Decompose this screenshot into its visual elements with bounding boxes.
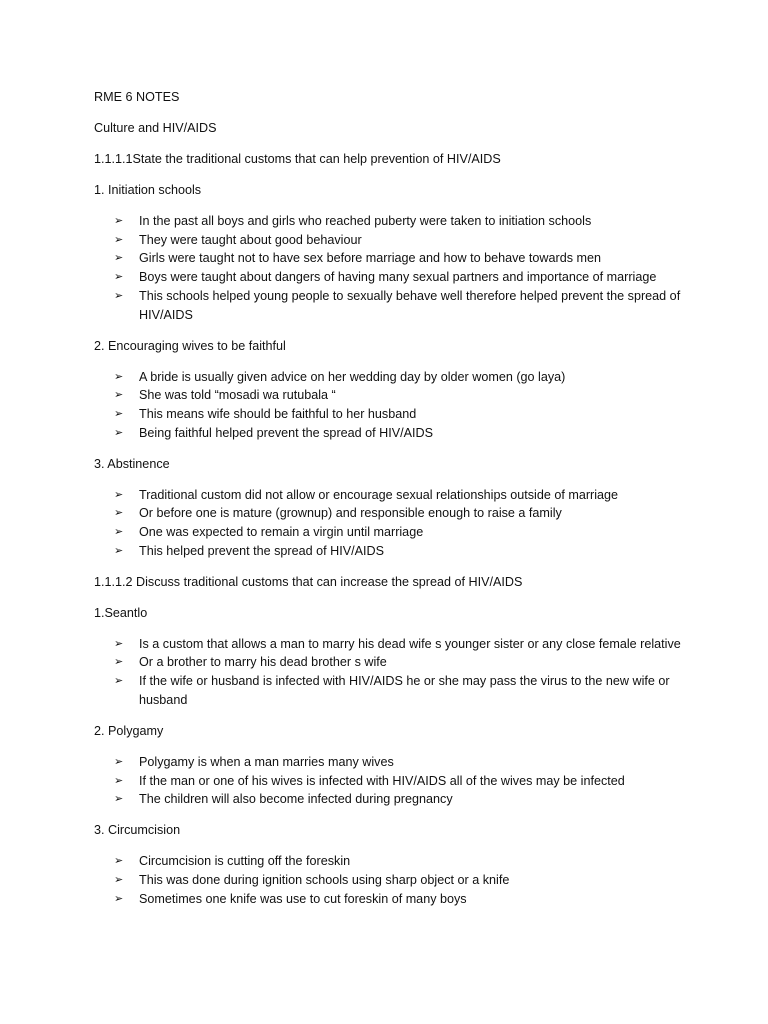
topic-heading-polygamy: 2. Polygamy xyxy=(94,723,164,738)
list-item: ➢ She was told “mosadi wa rutubala “ xyxy=(94,386,699,405)
bullet-list-faithful-wives xyxy=(94,368,714,443)
list-item: ➢ Sometimes one knife was use to cut foreskin of many boys xyxy=(94,890,699,909)
arrowhead-bullet-icon: ➢ xyxy=(114,854,124,868)
list-item: ➢ Or a brother to marry his dead brother s wife xyxy=(94,653,699,672)
arrowhead-bullet-icon: ➢ xyxy=(114,872,124,886)
list-item: ➢ Circumcision is cutting off the foreskin xyxy=(94,852,699,871)
list-item: ➢ Polygamy is when a man marries many wives xyxy=(94,753,699,772)
document-page xyxy=(94,88,714,921)
arrowhead-bullet-icon: ➢ xyxy=(114,543,124,557)
section-heading-prevention: 1.1.1.1State the traditional customs that can help prevention of HIV/AIDS xyxy=(94,152,501,166)
bullet-list-abstinence xyxy=(94,486,714,561)
arrowhead-bullet-icon: ➢ xyxy=(114,674,124,688)
list-item: ➢ Being faithful helped prevent the spread of HIV/AIDS xyxy=(94,424,699,443)
arrowhead-bullet-icon: ➢ xyxy=(114,754,124,768)
list-item: ➢ This helped prevent the spread of HIV/AIDS xyxy=(94,542,699,561)
list-item: ➢ They were taught about good behaviour xyxy=(94,231,699,250)
arrowhead-bullet-icon: ➢ xyxy=(114,487,124,501)
arrowhead-bullet-icon: ➢ xyxy=(114,506,124,520)
arrowhead-bullet-icon: ➢ xyxy=(114,251,124,265)
topic-heading-abstinence: 3. Abstinence xyxy=(94,456,170,471)
list-item: ➢ Traditional custom did not allow or encourage sexual relationships outside of marriage xyxy=(94,486,699,505)
list-item: ➢ Or before one is mature (grownup) and responsible enough to raise a family xyxy=(94,504,699,523)
bullet-list-seantlo xyxy=(94,635,714,710)
list-item: ➢ Girls were taught not to have sex before marriage and how to behave towards men xyxy=(94,249,699,268)
list-item: ➢ A bride is usually given advice on her wedding day by older women (go laya) xyxy=(94,368,699,387)
doc-subtitle: Culture and HIV/AIDS xyxy=(94,121,217,135)
list-item: ➢ This was done during ignition schools using sharp object or a knife xyxy=(94,871,699,890)
list-item: ➢ This schools helped young people to sexually behave well therefore helped prevent the spread of HIV/AIDS xyxy=(114,288,681,322)
list-item: ➢ Is a custom that allows a man to marry his dead wife s younger sister or any close female relative xyxy=(94,635,699,654)
doc-title: RME 6 NOTES xyxy=(94,90,180,104)
arrowhead-bullet-icon: ➢ xyxy=(114,792,124,806)
list-item: ➢ This means wife should be faithful to her husband xyxy=(94,405,699,424)
arrowhead-bullet-icon: ➢ xyxy=(114,636,124,650)
arrowhead-bullet-icon: ➢ xyxy=(114,406,124,420)
bullet-list-initiation-schools xyxy=(94,212,714,324)
arrowhead-bullet-icon: ➢ xyxy=(114,232,124,246)
topic-heading-seantlo: 1.Seantlo xyxy=(94,605,148,620)
bullet-list-circumcision xyxy=(94,852,714,908)
arrowhead-bullet-icon: ➢ xyxy=(114,525,124,539)
arrowhead-bullet-icon: ➢ xyxy=(114,369,124,383)
arrowhead-bullet-icon: ➢ xyxy=(114,425,124,439)
topic-heading-faithful-wives: 2. Encouraging wives to be faithful xyxy=(94,338,286,353)
list-item: ➢ If the wife or husband is infected with HIV/AIDS he or she may pass the virus to the new wife or husband xyxy=(114,674,670,707)
list-item: ➢ In the past all boys and girls who reached puberty were taken to initiation schools xyxy=(94,212,699,231)
bullet-list-polygamy xyxy=(94,753,714,809)
arrowhead-bullet-icon: ➢ xyxy=(114,270,124,284)
arrowhead-bullet-icon: ➢ xyxy=(114,773,124,787)
topic-heading-circumcision: 3. Circumcision xyxy=(94,823,181,838)
arrowhead-bullet-icon: ➢ xyxy=(114,214,124,227)
arrowhead-bullet-icon: ➢ xyxy=(114,388,124,402)
topic-heading-initiation-schools: 1. Initiation schools xyxy=(94,183,202,197)
list-item: ➢ One was expected to remain a virgin until marriage xyxy=(94,523,699,542)
arrowhead-bullet-icon: ➢ xyxy=(114,891,124,905)
arrowhead-bullet-icon: ➢ xyxy=(114,288,124,302)
list-item: ➢ If the man or one of his wives is infected with HIV/AIDS all of the wives may be infected xyxy=(94,772,699,791)
list-item: ➢ Boys were taught about dangers of having many sexual partners and importance of marriage xyxy=(94,268,699,287)
arrowhead-bullet-icon: ➢ xyxy=(114,655,124,669)
section-heading-increase-spread: 1.1.1.2 Discuss traditional customs that can increase the spread of HIV/AIDS xyxy=(94,574,523,589)
list-item: ➢ The children will also become infected during pregnancy xyxy=(94,790,699,809)
